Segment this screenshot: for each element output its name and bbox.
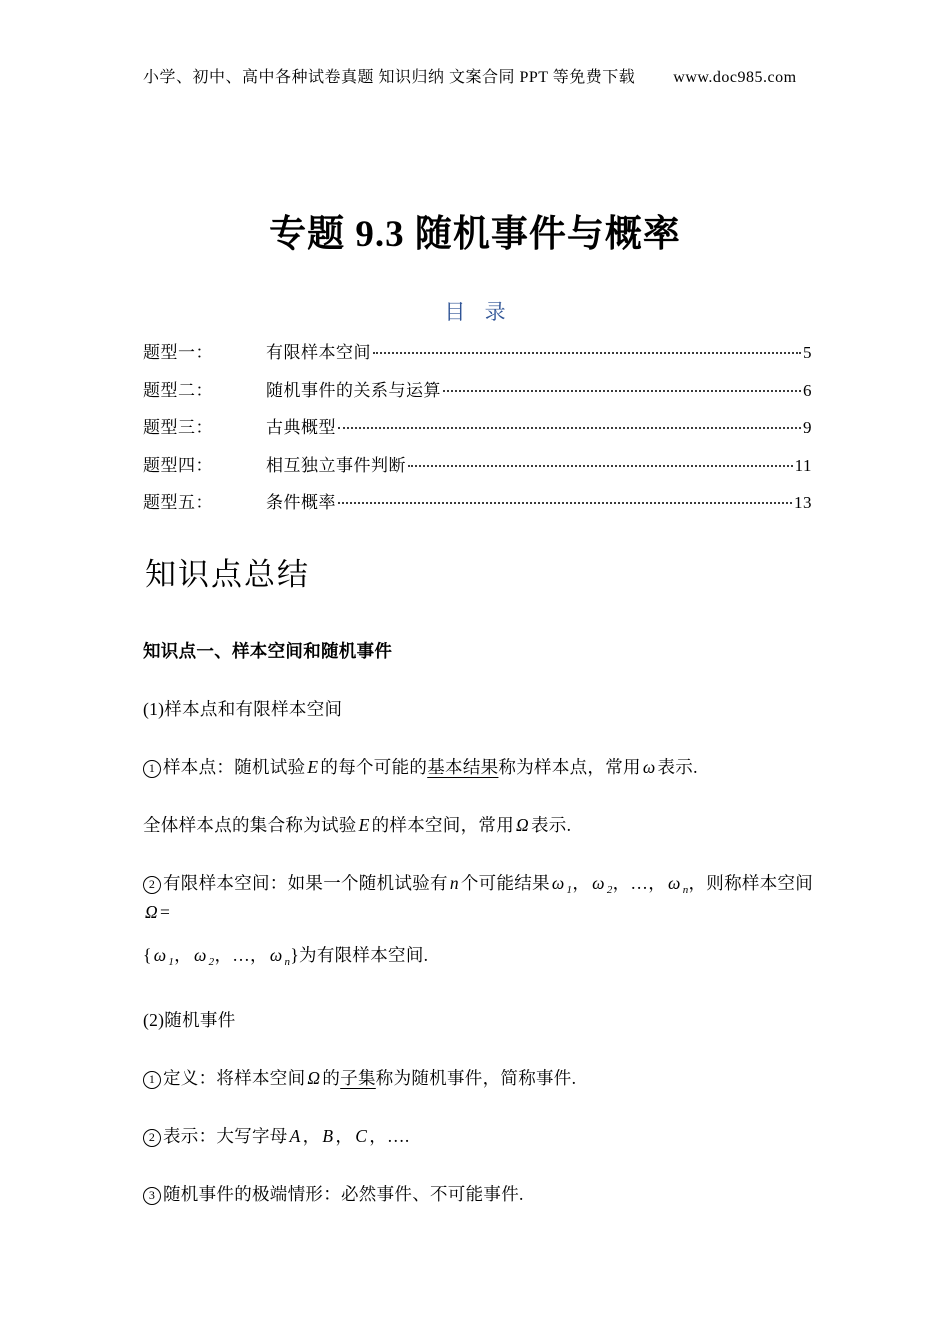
text-run: ω [592,873,605,893]
site-header [143,64,815,87]
text-run: ω [642,757,656,777]
toc-page-number: 13 [794,493,812,512]
text-run: 样本点：随机试验 [163,757,306,777]
toc-page-number: 11 [794,455,812,475]
text-run: Ω [516,815,529,835]
toc-dot-leader [373,352,801,354]
text-run: 表示. [530,815,572,835]
text-run: 2 [143,876,161,894]
text-run: ， [302,1126,321,1146]
text-run: ， [174,945,192,965]
text-run: 基本结果 [427,757,499,777]
text-run: E [307,757,319,777]
text-run: 3 [143,1187,161,1205]
paragraph-random-event-notation [143,1125,819,1147]
toc-page-number: 9 [803,418,812,437]
text-run: 个可能结果 [460,873,550,893]
text-run: 有限样本空间：如果一个随机试验有 [163,873,448,893]
paragraph-random-event-definition [143,1067,819,1089]
text-run: 表示：大写字母 [163,1126,288,1146]
toc-dot-leader [338,502,792,504]
document-body [143,640,819,1241]
toc-item-5[interactable] [143,488,812,526]
text-run: 表示. [657,757,698,777]
toc-item-title: 随机事件的关系与运算 [266,380,441,400]
text-run: 子集 [340,1068,376,1088]
paragraph-sample-space-definition [143,814,819,836]
text-run: ， [572,873,591,893]
text-run: ， [335,1126,354,1146]
text-run: 的每个可能的 [320,757,428,777]
paragraph-finite-sample-space-line2 [143,944,819,973]
section-heading-knowledge-summary: 知识点总结 [145,557,310,592]
text-run: n [682,884,689,896]
toc-item-1[interactable] [143,338,812,376]
toc-item-label: 题型二： [143,380,213,400]
toc-item-title: 古典概型 [266,418,336,437]
toc-page-number: 5 [803,343,812,362]
text-run: (2)随机事件 [143,1010,236,1030]
text-run: 称为随机事件，简称事件. [375,1068,577,1088]
text-run: 2 [208,956,215,968]
text-run: 1 [566,884,573,896]
toc-item-3[interactable] [143,413,812,451]
text-run: 的样本空间，常用 [371,815,515,835]
text-run: n [449,873,459,893]
paragraph-finite-sample-space-line1 [143,872,819,923]
text-run: }为有限样本空间. [290,945,429,965]
toc-item-2[interactable] [143,376,812,414]
text-run: Ω [307,1068,321,1088]
toc-item-4[interactable] [143,451,812,489]
text-run: ω [193,945,207,965]
text-run: 全体样本点的集合称为试验 [143,815,357,835]
text-run: A [289,1126,301,1146]
text-run: 1 [168,956,175,968]
text-run: { [143,945,152,965]
text-run: n [284,956,291,968]
paragraph-sample-point-definition [143,756,819,778]
text-run: ，…， [214,945,268,965]
toc-item-title: 条件概率 [266,493,336,512]
text-run: 2 [606,884,613,896]
toc-item-label: 题型三： [143,418,213,437]
paragraph-random-event-extremes [143,1183,819,1205]
text-run: Ω [145,902,158,922]
text-run: 1 [143,760,161,778]
text-run: ω [269,945,283,965]
toc-item-label: 题型一： [143,343,213,362]
text-run: 2 [143,1129,161,1147]
toc-dot-leader [338,427,801,429]
text-run: 知识点一、样本空间和随机事件 [143,641,393,661]
toc-dot-leader [443,390,801,392]
text-run: 1 [143,1071,161,1089]
toc-item-title: 相互独立事件判断 [266,455,406,475]
paragraph-random-event-section [143,1009,819,1031]
text-run: ，…. [369,1126,410,1146]
site-url-link[interactable]: www.doc985.com [673,69,797,86]
toc-item-label: 题型四： [143,455,213,475]
paragraph-sample-point-section [143,698,819,720]
table-of-contents [143,338,812,526]
text-run: ω [551,873,565,893]
toc-heading: 目 录 [444,300,513,324]
text-run: C [355,1126,368,1146]
header-promo-text: 小学、初中、高中各种试卷真题 知识归纳 文案合同 PPT 等免费下载 [143,69,636,86]
text-run: (1)样本点和有限样本空间 [143,699,343,719]
text-run: ，…， [612,873,667,893]
toc-item-title: 有限样本空间 [266,343,371,362]
text-run: = [159,902,171,922]
text-run: 称为样本点，常用 [498,757,641,777]
text-run: B [322,1126,334,1146]
text-run: ，则称样本空间 [688,873,814,893]
text-run: ω [668,873,681,893]
text-run: 的 [322,1068,341,1088]
text-run: 定义：将样本空间 [163,1068,306,1088]
text-run: ω [153,945,167,965]
toc-item-label: 题型五： [143,493,213,512]
text-run: 随机事件的极端情形：必然事件、不可能事件. [163,1184,524,1204]
document-title: 专题 9.3 随机事件与概率 [269,214,681,255]
text-run: E [358,815,370,835]
toc-page-number: 6 [803,380,812,400]
toc-dot-leader [408,465,793,467]
paragraph-knowledge-point-one-title [143,640,819,662]
